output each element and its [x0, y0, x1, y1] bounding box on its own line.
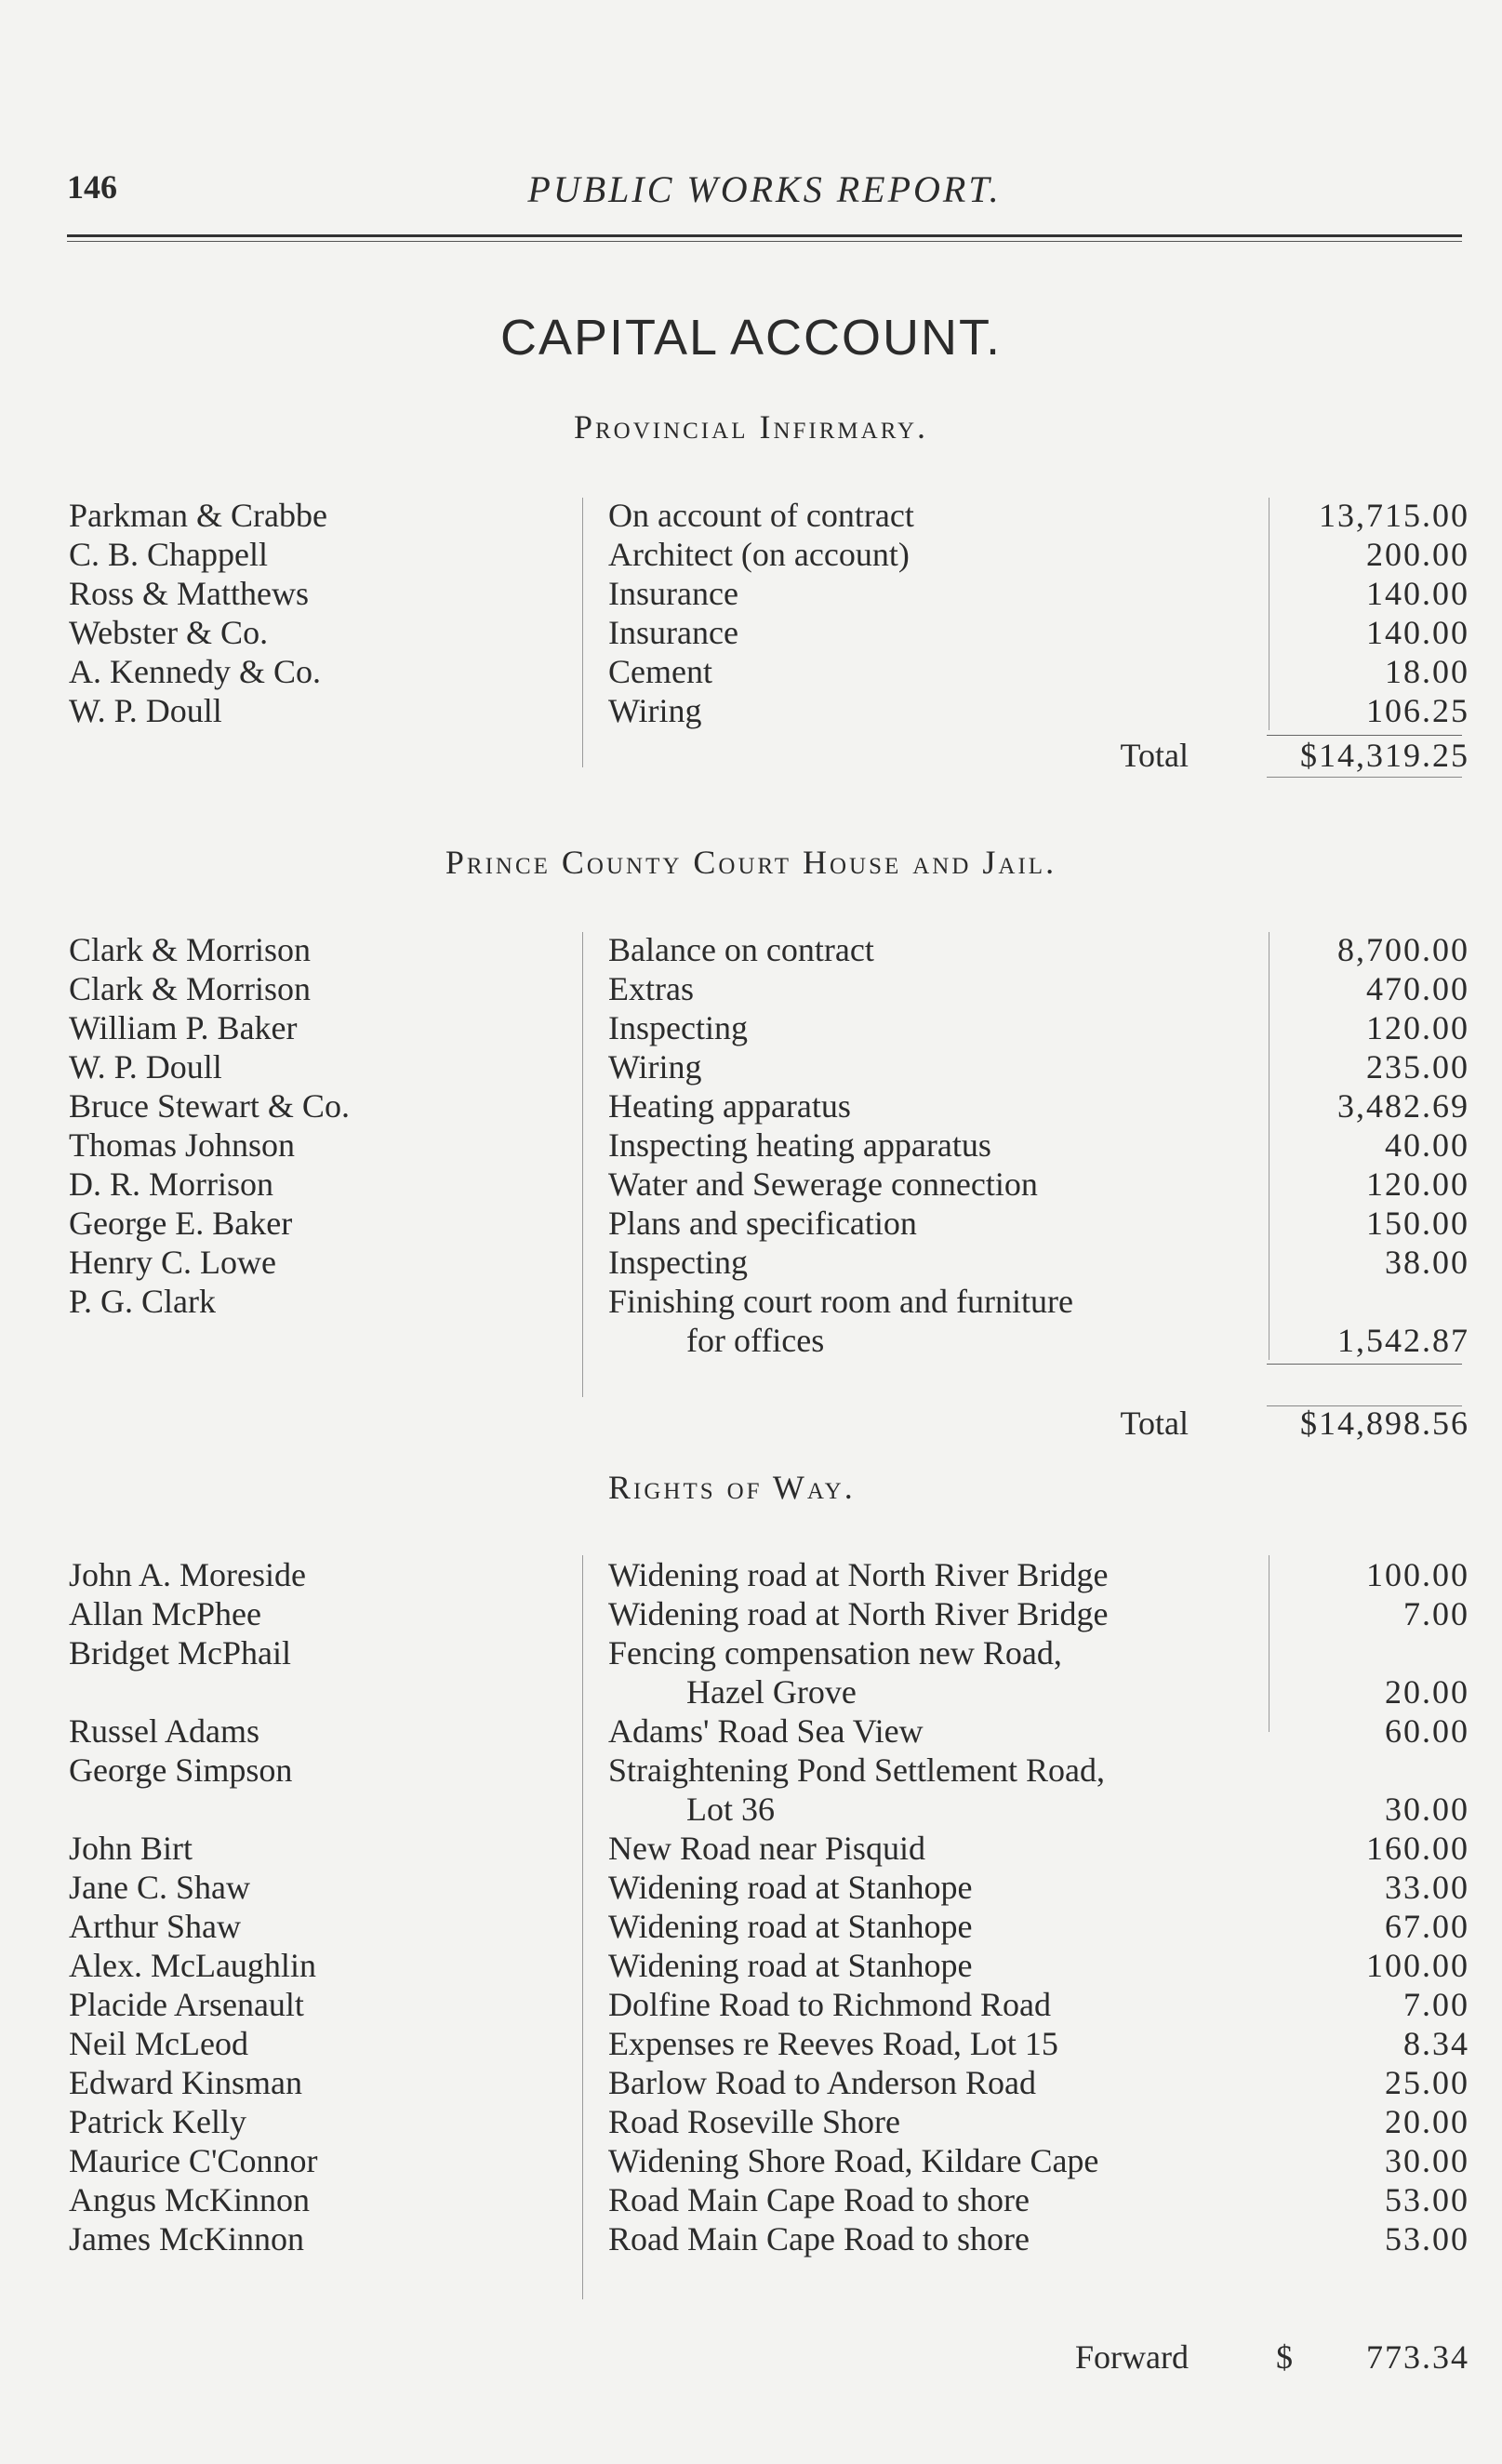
total-amount: $14,898.56: [1300, 1405, 1469, 1442]
table-row: [0, 1282, 1502, 1321]
table-row: [0, 496, 1502, 535]
payee-name: Patrick Kelly: [69, 2103, 246, 2140]
item-description: Finishing court room and furniture: [608, 1283, 1073, 1320]
item-amount: 150.00: [1366, 1205, 1469, 1242]
item-description: Insurance: [608, 575, 738, 612]
table-row: [0, 2102, 1502, 2141]
table-row: [0, 1555, 1502, 1594]
item-amount: 140.00: [1366, 614, 1469, 651]
payee-name: George E. Baker: [69, 1205, 293, 1242]
item-amount: 30.00: [1385, 1791, 1469, 1828]
item-amount: 3,482.69: [1337, 1087, 1469, 1125]
total-amount: $14,319.25: [1300, 737, 1469, 774]
payee-name: Edward Kinsman: [69, 2064, 302, 2101]
payee-name: James McKinnon: [69, 2220, 304, 2258]
item-description: Widening road at Stanhope: [608, 1908, 973, 1945]
item-amount: 120.00: [1366, 1165, 1469, 1203]
item-amount: 53.00: [1385, 2181, 1469, 2218]
table-row: [0, 1751, 1502, 1790]
item-description: Widening road at Stanhope: [608, 1947, 973, 1984]
payee-name: Angus McKinnon: [69, 2181, 310, 2218]
page-number: 146: [67, 168, 117, 206]
table-row: [0, 930, 1502, 969]
payee-name: John A. Moreside: [69, 1556, 306, 1593]
item-amount: 20.00: [1385, 2103, 1469, 2140]
item-description: Plans and specification: [608, 1205, 917, 1242]
table-row: [0, 1633, 1502, 1672]
table-row: [0, 1243, 1502, 1282]
table-row: [0, 2063, 1502, 2102]
table-row: [0, 2024, 1502, 2063]
item-amount: 53.00: [1385, 2220, 1469, 2258]
table-row: [0, 1008, 1502, 1047]
table-row: [0, 1204, 1502, 1243]
total-rule-box: [1267, 1364, 1462, 1406]
table-row: [0, 1321, 1502, 1360]
table-row: [0, 1790, 1502, 1829]
item-description: Road Main Cape Road to shore: [608, 2220, 1030, 2258]
table-row: [0, 574, 1502, 613]
item-description: Inspecting heating apparatus: [608, 1126, 991, 1164]
item-description: Widening road at North River Bridge: [608, 1556, 1109, 1593]
table-infirmary: [0, 496, 1502, 730]
payee-name: John Birt: [69, 1830, 193, 1867]
payee-name: Henry C. Lowe: [69, 1244, 276, 1281]
table-courthouse: [0, 930, 1502, 1360]
payee-name: Jane C. Shaw: [69, 1869, 250, 1906]
payee-name: Parkman & Crabbe: [69, 497, 327, 534]
forward-label: Forward: [1075, 2338, 1189, 2376]
table-row: [0, 1672, 1502, 1711]
item-description: Wiring: [608, 692, 702, 729]
table-row: [0, 1086, 1502, 1125]
payee-name: Placide Arsenault: [69, 1986, 304, 2023]
table-row: [0, 535, 1502, 574]
payee-name: Allan McPhee: [69, 1595, 261, 1632]
item-description: Water and Sewerage connection: [608, 1165, 1038, 1203]
payee-name: Bridget McPhail: [69, 1634, 291, 1672]
item-description: Architect (on account): [608, 536, 910, 573]
item-amount: 235.00: [1366, 1048, 1469, 1085]
payee-name: William P. Baker: [69, 1009, 298, 1046]
table-row: [0, 1594, 1502, 1633]
item-amount: 25.00: [1385, 2064, 1469, 2101]
table-row: [0, 691, 1502, 730]
payee-name: A. Kennedy & Co.: [69, 653, 321, 690]
section-title-rights: Rights of Way.: [608, 1469, 856, 1506]
item-description: Road Roseville Shore: [608, 2103, 900, 2140]
item-description: On account of contract: [608, 497, 914, 534]
forward-currency: $: [1276, 2338, 1293, 2376]
item-description: Lot 36: [686, 1791, 775, 1828]
item-description: Widening Shore Road, Kildare Cape: [608, 2142, 1099, 2179]
total-row-courthouse: [0, 1404, 1502, 1443]
item-amount: 8.34: [1403, 2025, 1469, 2062]
item-amount: 106.25: [1366, 692, 1469, 729]
item-description: Cement: [608, 653, 712, 690]
item-description: Balance on contract: [608, 931, 874, 968]
table-row: [0, 2180, 1502, 2219]
item-description: Barlow Road to Anderson Road: [608, 2064, 1036, 2101]
table-row: [0, 1907, 1502, 1946]
item-description: Widening road at Stanhope: [608, 1869, 973, 1906]
table-row: [0, 969, 1502, 1008]
item-amount: 120.00: [1366, 1009, 1469, 1046]
page-title: CAPITAL ACCOUNT.: [499, 310, 1003, 366]
table-rights: [0, 1555, 1502, 2258]
payee-name: Maurice C'Connor: [69, 2142, 318, 2179]
item-description: Insurance: [608, 614, 738, 651]
table-row: [0, 1985, 1502, 2024]
item-amount: 67.00: [1385, 1908, 1469, 1945]
item-description: Heating apparatus: [608, 1087, 851, 1125]
header-rule: [67, 234, 1462, 242]
table-row: [0, 2219, 1502, 2258]
item-amount: 100.00: [1366, 1556, 1469, 1593]
payee-name: D. R. Morrison: [69, 1165, 274, 1203]
item-description: Widening road at North River Bridge: [608, 1595, 1109, 1632]
table-row: [0, 1165, 1502, 1204]
payee-name: C. B. Chappell: [69, 536, 268, 573]
payee-name: George Simpson: [69, 1751, 293, 1789]
payee-name: Clark & Morrison: [69, 970, 311, 1007]
item-description: Road Main Cape Road to shore: [608, 2181, 1030, 2218]
payee-name: Neil McLeod: [69, 2025, 248, 2062]
payee-name: P. G. Clark: [69, 1283, 217, 1320]
payee-name: Thomas Johnson: [69, 1126, 295, 1164]
item-amount: 13,715.00: [1319, 497, 1469, 534]
item-description: Fencing compensation new Road,: [608, 1634, 1062, 1672]
item-amount: 1,542.87: [1337, 1322, 1469, 1359]
item-amount: 160.00: [1366, 1830, 1469, 1867]
total-label: Total: [1120, 1405, 1189, 1442]
table-row: [0, 2141, 1502, 2180]
payee-name: Clark & Morrison: [69, 931, 311, 968]
item-amount: 60.00: [1385, 1712, 1469, 1750]
item-amount: 30.00: [1385, 2142, 1469, 2179]
payee-name: W. P. Doull: [69, 1048, 222, 1085]
item-description: Dolfine Road to Richmond Road: [608, 1986, 1051, 2023]
item-amount: 8,700.00: [1337, 931, 1469, 968]
table-row: [0, 1047, 1502, 1086]
item-description: Extras: [608, 970, 694, 1007]
forward-amount: 773.34: [1366, 2338, 1469, 2376]
table-row: [0, 1125, 1502, 1165]
item-amount: 7.00: [1403, 1986, 1469, 2023]
report-title: PUBLIC WORKS REPORT.: [527, 168, 1002, 210]
table-row: [0, 1829, 1502, 1868]
item-amount: 20.00: [1385, 1673, 1469, 1711]
total-row-infirmary: [0, 736, 1502, 775]
item-description: Adams' Road Sea View: [608, 1712, 924, 1750]
item-amount: 33.00: [1385, 1869, 1469, 1906]
item-description: Inspecting: [608, 1009, 748, 1046]
item-description: Wiring: [608, 1048, 702, 1085]
payee-name: W. P. Doull: [69, 692, 222, 729]
payee-name: Bruce Stewart & Co.: [69, 1087, 350, 1125]
table-row: [0, 1946, 1502, 1985]
payee-name: Arthur Shaw: [69, 1908, 241, 1945]
payee-name: Ross & Matthews: [69, 575, 310, 612]
item-amount: 7.00: [1403, 1595, 1469, 1632]
table-row: [0, 1711, 1502, 1751]
payee-name: Alex. McLaughlin: [69, 1947, 316, 1984]
item-description: New Road near Pisquid: [608, 1830, 925, 1867]
item-amount: 100.00: [1366, 1947, 1469, 1984]
table-row: [0, 613, 1502, 652]
item-description: Inspecting: [608, 1244, 748, 1281]
total-label: Total: [1120, 737, 1189, 774]
item-amount: 40.00: [1385, 1126, 1469, 1164]
item-description: Expenses re Reeves Road, Lot 15: [608, 2025, 1058, 2062]
section-title-courthouse: Prince County Court House and Jail.: [445, 844, 1057, 881]
payee-name: Webster & Co.: [69, 614, 269, 651]
item-description: for offices: [686, 1322, 825, 1359]
table-row: [0, 1868, 1502, 1907]
section-title-infirmary: Provincial Infirmary.: [573, 408, 929, 446]
payee-name: Russel Adams: [69, 1712, 260, 1750]
item-description: Hazel Grove: [686, 1673, 857, 1711]
forward-row: [0, 2337, 1502, 2377]
running-header: [67, 167, 1462, 214]
item-amount: 140.00: [1366, 575, 1469, 612]
item-amount: 470.00: [1366, 970, 1469, 1007]
item-amount: 18.00: [1385, 653, 1469, 690]
item-description: Straightening Pond Settlement Road,: [608, 1751, 1105, 1789]
item-amount: 200.00: [1366, 536, 1469, 573]
item-amount: 38.00: [1385, 1244, 1469, 1281]
table-row: [0, 652, 1502, 691]
